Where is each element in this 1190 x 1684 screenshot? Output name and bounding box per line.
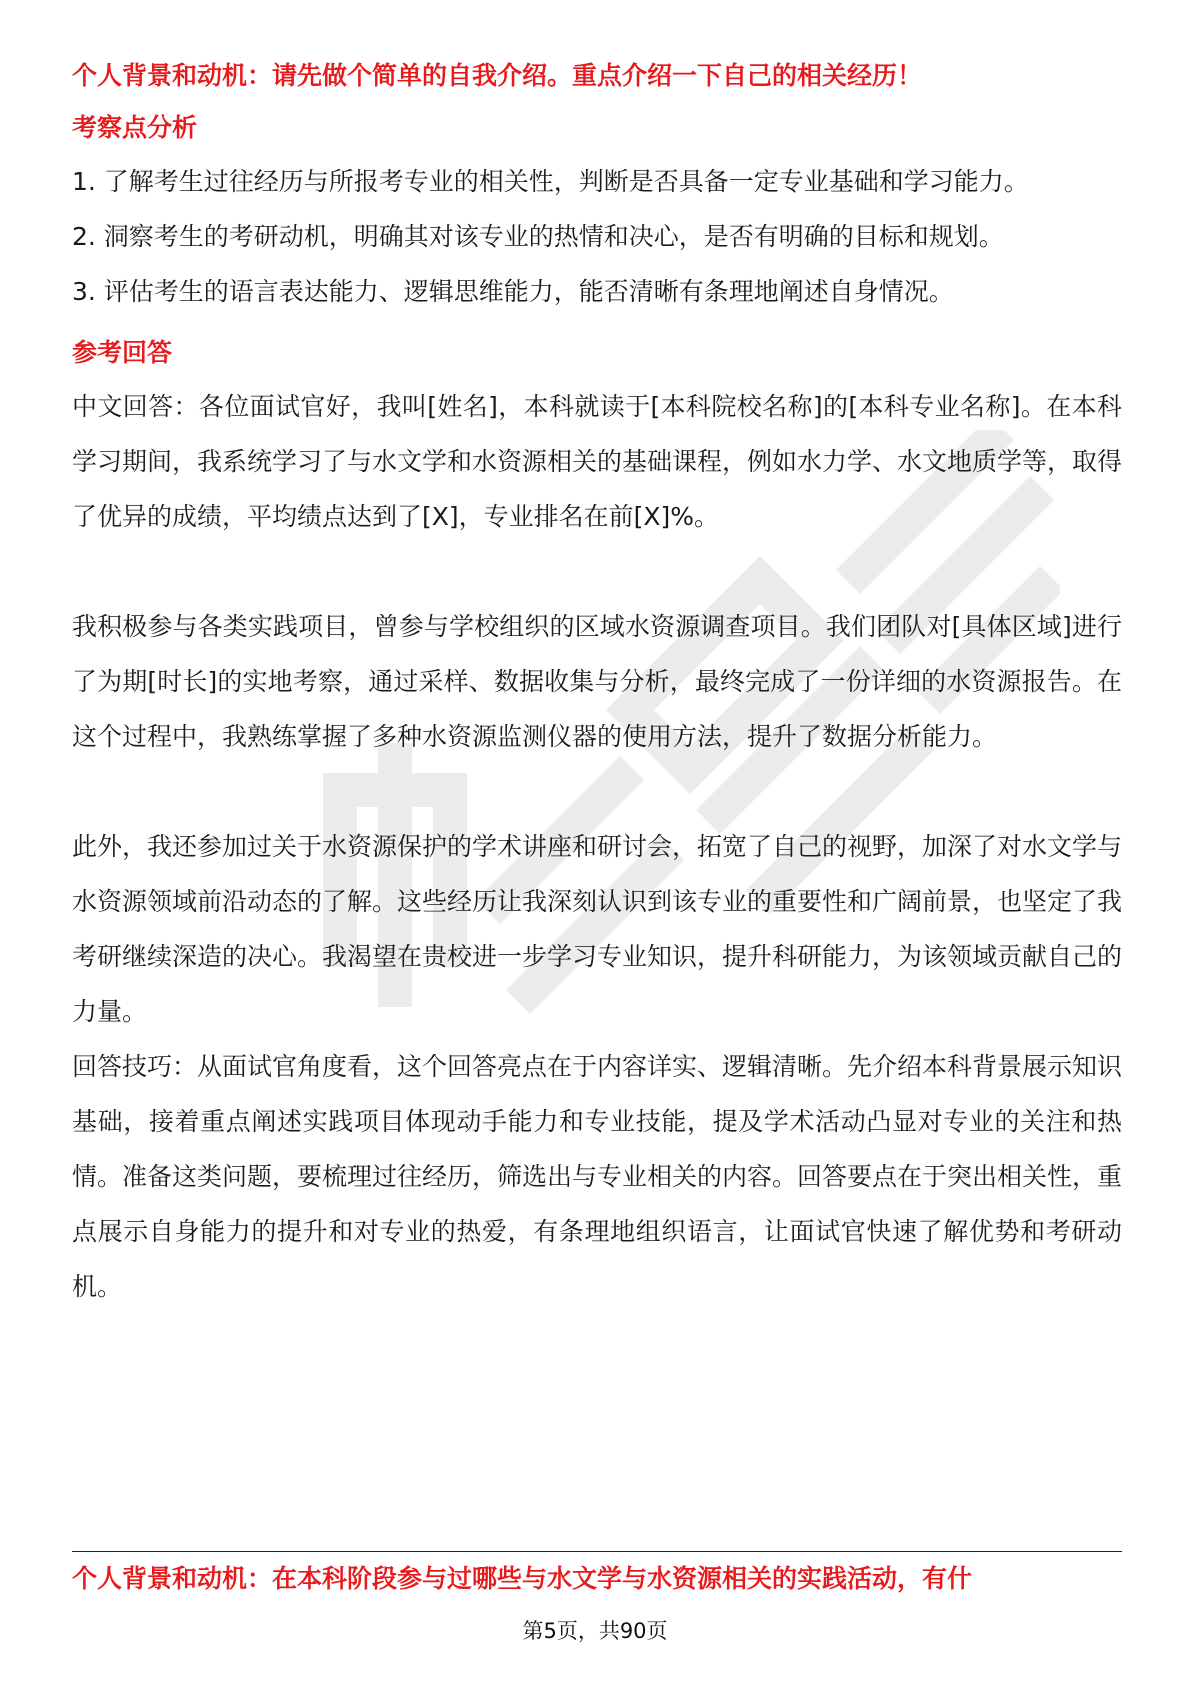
analysis-point: 1. 了解考生过往经历与所报考专业的相关性，判断是否具备一定专业基础和学习能力。 (72, 167, 1029, 196)
reference-paragraph: 此外，我还参加过关于水资源保护的学术讲座和研讨会，拓宽了自己的视野，加深了对水文学与水资源领域前沿动态的了解。这些经历让我深刻认识到该专业的重要性和广阔前景，也坚定了我考研继续深造的决心。我渴望在贵校进一步学习专业知识，提升科研能力，为该领域贡献自己的力量。 (72, 832, 1123, 1026)
analysis-point: 2. 洞察考生的考研动机，明确其对该专业的热情和决心，是否有明确的目标和规划。 (72, 222, 1004, 251)
page-number: 第5页，共90页 (522, 1619, 668, 1643)
answer-tips-paragraph: 回答技巧：从面试官角度看，这个回答亮点在于内容详实、逻辑清晰。先介绍本科背景展示知识基础，接着重点阐述实践项目体现动手能力和专业技能，提及学术活动凸显对专业的关注和热情。准备这类问题，要梳理过往经历，筛选出与专业相关的内容。回答要点在于突出相关性，重点展示自身能力的提升和对专业的热爱，有条理地组织语言，让面试官快速了解优势和考研动机。 (72, 1052, 1123, 1301)
question-title: 个人背景和动机：请先做个简单的自我介绍。重点介绍一下自己的相关经历！ (72, 61, 923, 90)
reference-paragraph: 我积极参与各类实践项目，曾参与学校组织的区域水资源调查项目。我们团队对[具体区域]进行了为期[时长]的实地考察，通过采样、数据收集与分析，最终完成了一份详细的水资源报告。在这个过程中，我熟练掌握了多种水资源监测仪器的使用方法，提升了数据分析能力。 (72, 612, 1122, 751)
reference-heading: 参考回答 (72, 338, 173, 367)
document-page (72, 44, 1122, 1314)
analysis-point: 3. 评估考生的语言表达能力、逻辑思维能力，能否清晰有条理地阐述自身情况。 (72, 277, 954, 306)
next-question-title: 个人背景和动机：在本科阶段参与过哪些与水文学与水资源相关的实践活动，有什 (72, 1564, 973, 1593)
analysis-heading: 考察点分析 (72, 113, 198, 142)
reference-paragraph: 中文回答：各位面试官好，我叫[姓名]，本科就读于[本科院校名称]的[本科专业名称]。在本科学习期间，我系统学习了与水文学和水资源相关的基础课程，例如水力学、水文地质学等，取得了优异的成绩，平均绩点达到了[X]，专业排名在前[X]%。 (72, 392, 1123, 531)
divider (72, 1551, 1122, 1552)
